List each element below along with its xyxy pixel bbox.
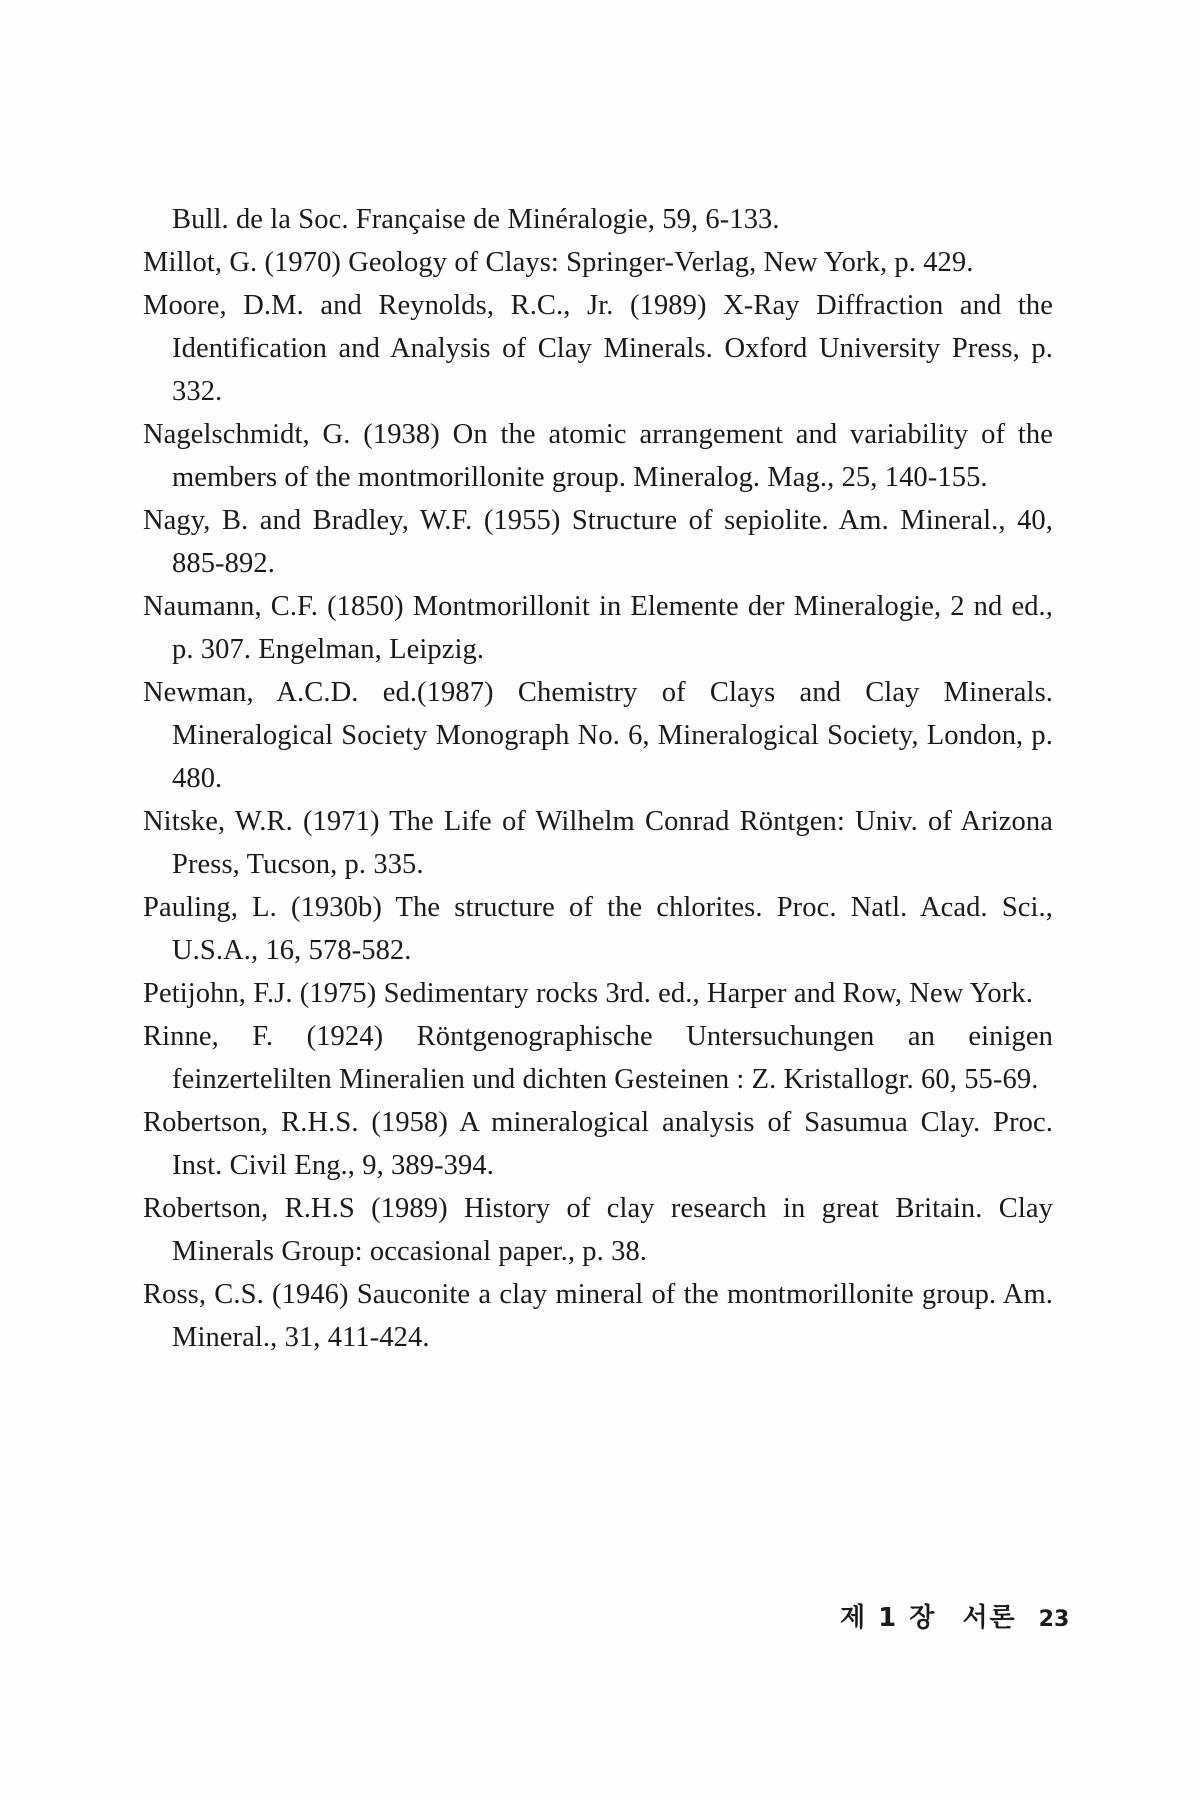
- reference-entry: Newman, A.C.D. ed.(1987) Chemistry of Clays and Clay Minerals. Mineralogical Society Monograph No. 6, Mineralogical Society, London, p. 480.: [143, 677, 1053, 794]
- reference-entry: Bull. de la Soc. Française de Minéralogie, 59, 6-133.: [172, 204, 780, 235]
- chapter-title: 서론: [962, 1603, 1017, 1633]
- reference-entry: Nagelschmidt, G. (1938) On the atomic arrangement and variability of the members of the montmorillonite group. Mineralog. Mag., 25, 140-155.: [143, 419, 1053, 493]
- page-number: 23: [1038, 1607, 1070, 1632]
- reference-entry: Robertson, R.H.S (1989) History of clay research in great Britain. Clay Minerals Group: occasional paper., p. 38.: [143, 1193, 1053, 1267]
- page-footer: [840, 1597, 1069, 1634]
- reference-list: [143, 198, 1053, 1359]
- reference-entry: Rinne, F. (1924) Röntgenographische Untersuchungen an einigen feinzertelilten Mineralien und dichten Gesteinen : Z. Kristallogr. 60, 55-69.: [143, 1021, 1053, 1095]
- reference-entry: Ross, C.S. (1946) Sauconite a clay mineral of the montmorillonite group. Am. Mineral., 31, 411-424.: [143, 1279, 1053, 1353]
- chapter-label: 제 1 장: [840, 1603, 937, 1633]
- reference-entry: Robertson, R.H.S. (1958) A mineralogical analysis of Sasumua Clay. Proc. Inst. Civil Eng., 9, 389-394.: [143, 1107, 1053, 1181]
- reference-entry: Naumann, C.F. (1850) Montmorillonit in Elemente der Mineralogie, 2 nd ed., p. 307. Engelman, Leipzig.: [143, 591, 1053, 665]
- reference-entry: Petijohn, F.J. (1975) Sedimentary rocks 3rd. ed., Harper and Row, New York.: [143, 978, 1033, 1009]
- reference-entry: Pauling, L. (1930b) The structure of the chlorites. Proc. Natl. Acad. Sci., U.S.A., 16, 578-582.: [143, 892, 1053, 966]
- reference-entry: Nitske, W.R. (1971) The Life of Wilhelm Conrad Röntgen: Univ. of Arizona Press, Tucson, p. 335.: [143, 806, 1053, 880]
- reference-entry: Millot, G. (1970) Geology of Clays: Springer-Verlag, New York, p. 429.: [143, 247, 974, 278]
- reference-entry: Nagy, B. and Bradley, W.F. (1955) Structure of sepiolite. Am. Mineral., 40, 885-892.: [143, 505, 1053, 579]
- reference-entry: Moore, D.M. and Reynolds, R.C., Jr. (1989) X-Ray Diffraction and the Identification and Analysis of Clay Minerals. Oxford University Press, p. 332.: [143, 290, 1053, 407]
